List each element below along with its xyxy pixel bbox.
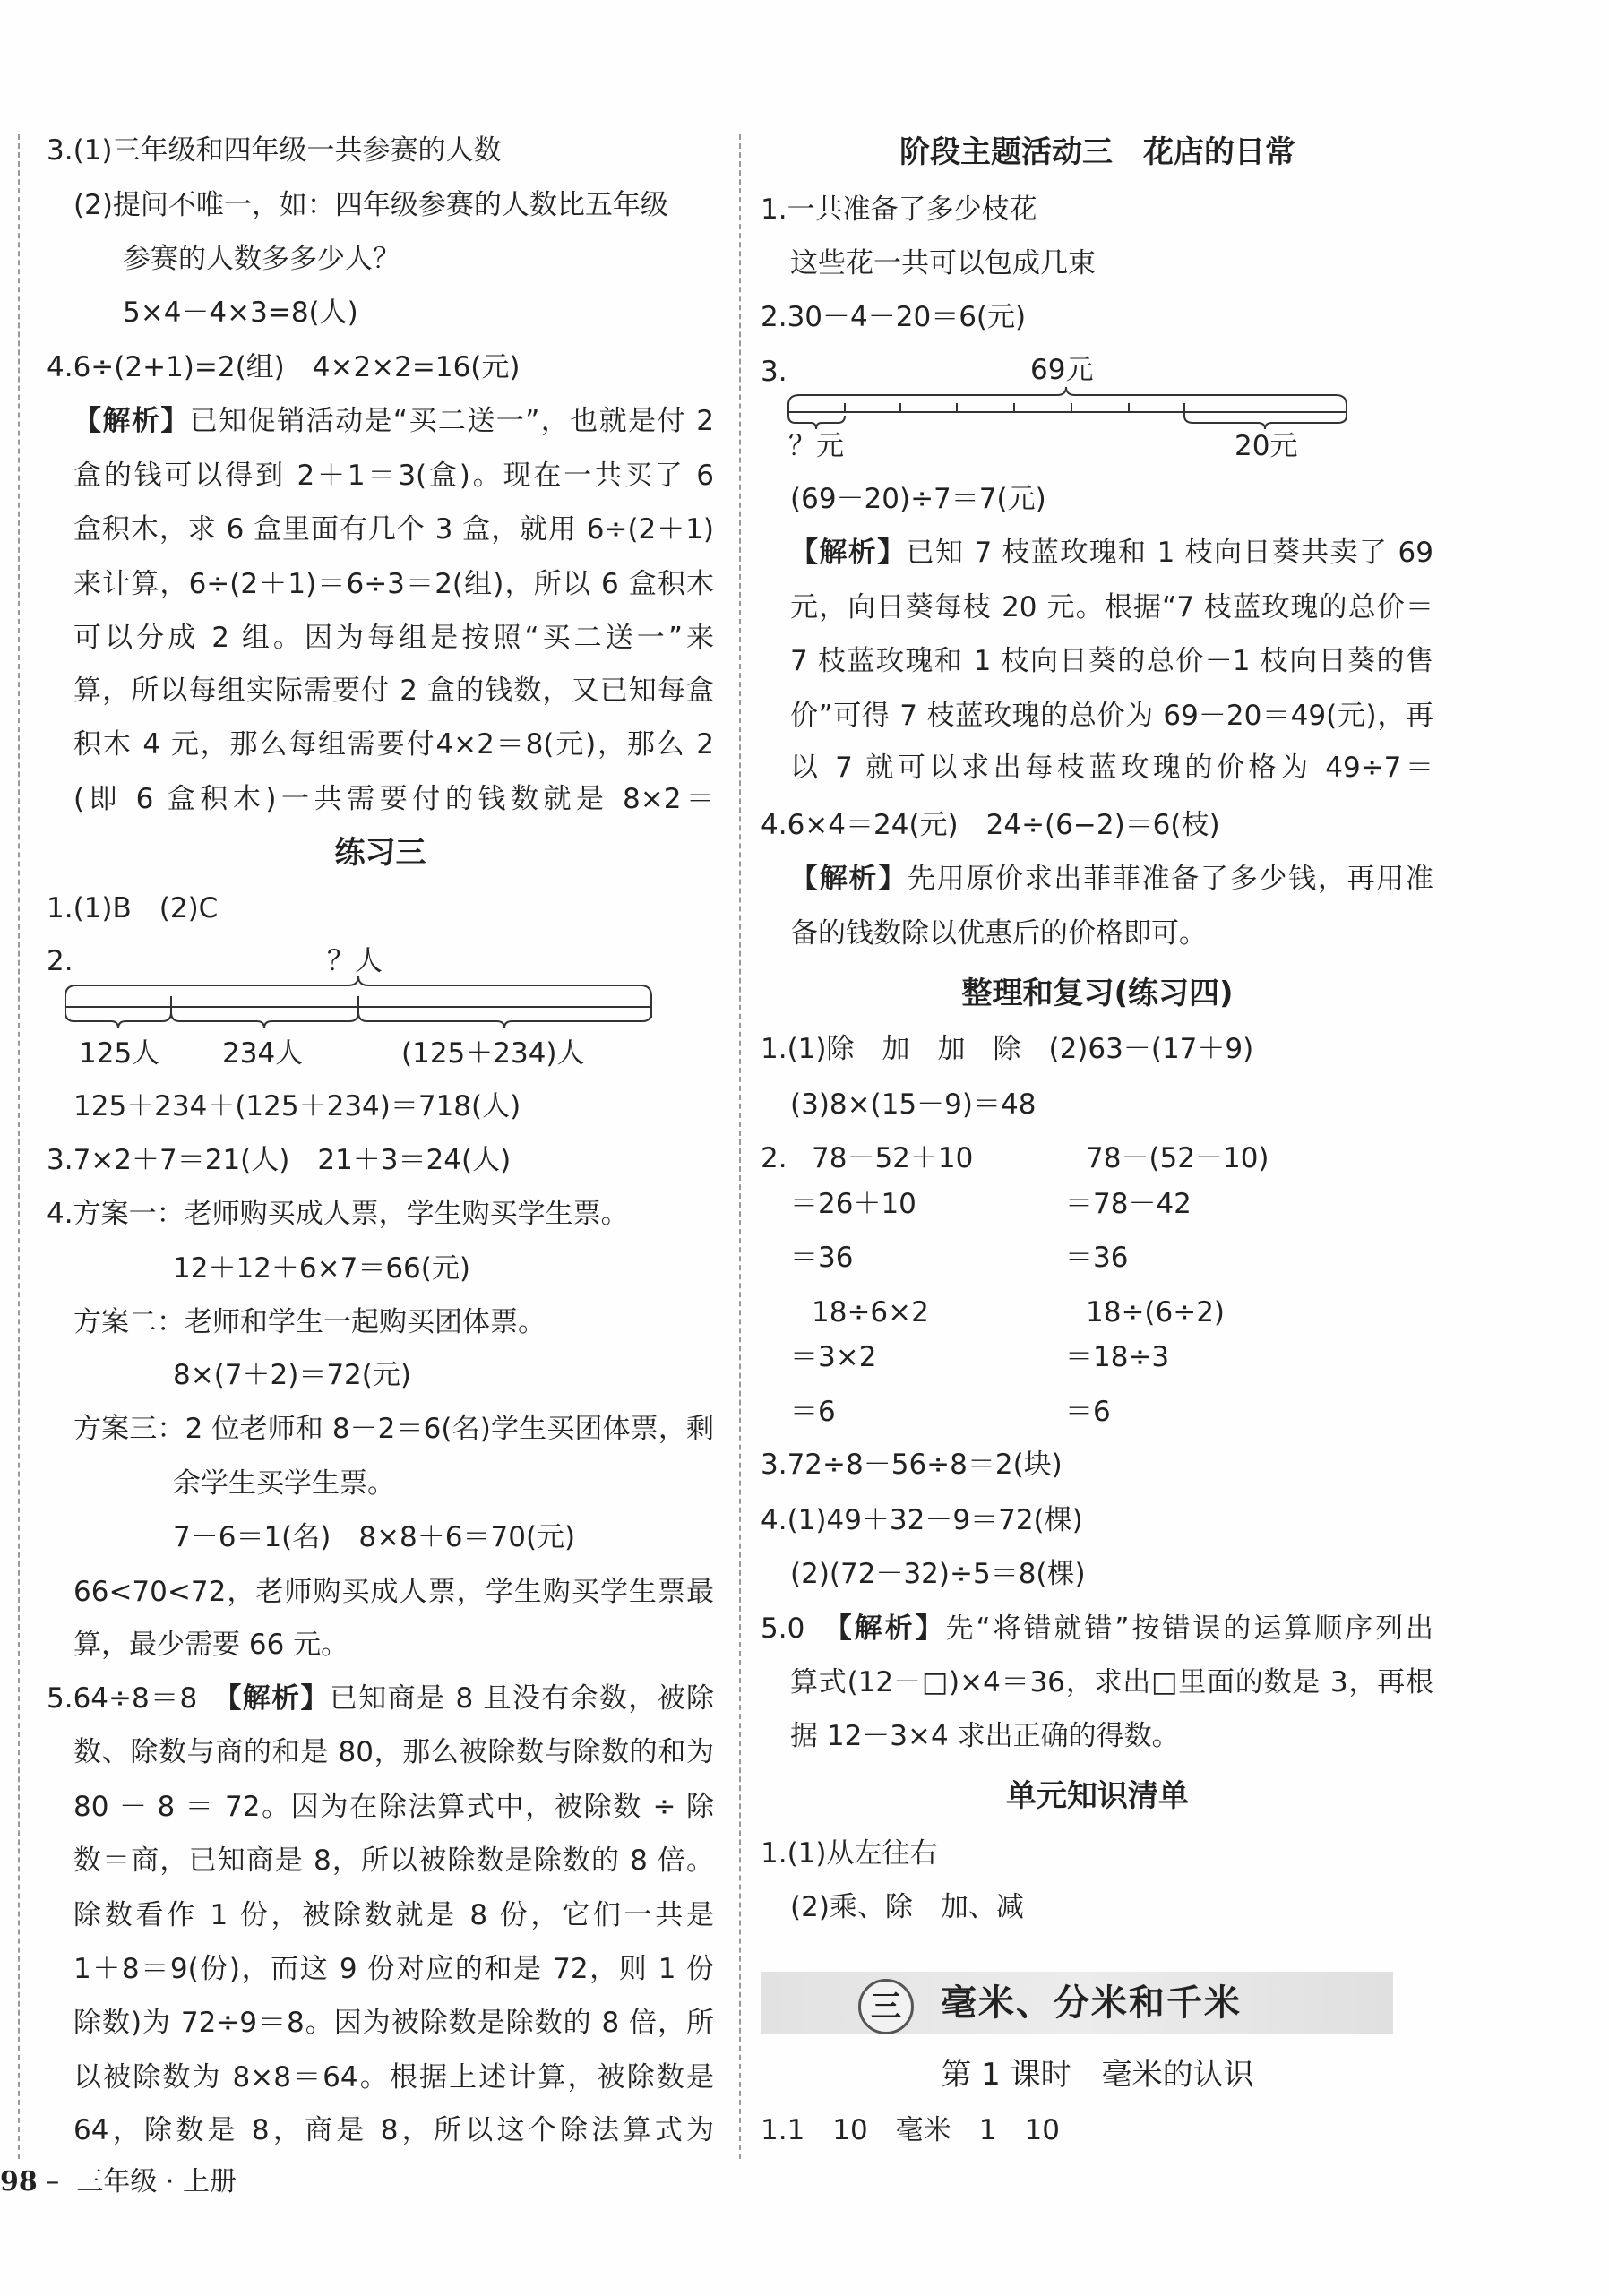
r1-3: (3)8×(15－9)＝48	[790, 1088, 1037, 1121]
r2-b-step: 78－(52－10)	[1086, 1142, 1269, 1174]
e2-part-label: (125＋234)人	[401, 1037, 585, 1070]
e5-explanation-line: 数＝商，已知商是 8，所以被除数是除数的 8 倍。	[73, 1845, 714, 1877]
e4-plan2: 方案二：老师和学生一起购买团体票。	[73, 1306, 546, 1338]
u1-1: 1.(1)从左往右	[761, 1837, 938, 1870]
e4-plan3-eq: 7－6＝1(名) 8×8＋6＝70(元)	[173, 1521, 576, 1553]
page-number: 98	[0, 2166, 38, 2197]
text: 先用原价求出菲菲准备了多少钱，再用准	[907, 863, 1433, 895]
section-title-activity: 阶段主题活动三 花店的日常	[899, 134, 1295, 170]
chapter-title: 毫米、分米和千米	[941, 1982, 1242, 2024]
footer-separator: –	[46, 2166, 60, 2197]
text: 已知 7 枝蓝玫瑰和 1 枝向日葵共卖了 69	[906, 537, 1433, 569]
a3-explanation-line	[790, 533, 1433, 572]
r2-a-step: ＝6	[790, 1396, 836, 1428]
r2-b-step: ＝6	[1065, 1396, 1111, 1428]
q4: 4.6÷(2+1)=2(组) 4×2×2=16(元)	[47, 351, 521, 383]
e1: 1.(1)B (2)C	[47, 892, 219, 924]
a3-explanation-line: 以 7 就可以求出每枝蓝玫瑰的价格为 49÷7＝	[790, 752, 1433, 784]
r2-a-step: ＝26＋10	[790, 1188, 916, 1220]
r1: 1.(1)除 加 加 除 (2)63－(17＋9)	[761, 1033, 1254, 1065]
e4-plan1: 4.方案一：老师购买成人票，学生购买学生票。	[47, 1198, 629, 1230]
e2-number: 2.	[47, 945, 73, 977]
r2-b-step: 18÷(6÷2)	[1086, 1296, 1226, 1329]
a3-total-label: 69元	[1030, 354, 1094, 386]
e4-conclusion-cont: 算，最少需要 66 元。	[73, 1629, 349, 1661]
a4: 4.6×4＝24(元) 24÷(6−2)＝6(枝)	[761, 809, 1220, 841]
column-divider	[739, 134, 741, 2159]
left-margin-divider	[18, 134, 20, 2159]
a3-number: 3.	[761, 356, 787, 388]
e5-explanation-line: 64，除数是 8，商是 8，所以这个除法算式为	[73, 2114, 714, 2146]
e4-plan1-eq: 12＋12＋6×7＝66(元)	[173, 1252, 470, 1285]
a4-explanation-line	[790, 859, 1433, 899]
r2-number: 2.	[761, 1142, 787, 1174]
r2-b-step: ＝18÷3	[1065, 1341, 1170, 1373]
q4-explanation-line: 算，所以每组实际需要付 2 盒的钱数，又已知每盒	[73, 675, 714, 707]
e5-explanation-line: 1＋8＝9(份)，而这 9 份对应的和是 72，则 1 份	[73, 1953, 714, 1985]
a3-explanation-line: 价”可得 7 枝蓝玫瑰的总价为 69－20＝49(元)，再	[790, 700, 1433, 732]
a1: 1.一共准备了多少枝花	[761, 193, 1037, 226]
chapter-number-badge: 三	[858, 1979, 914, 2034]
e5-line	[47, 1679, 714, 1718]
q3-2: (2)提问不唯一，如：四年级参赛的人数比五年级	[73, 189, 668, 221]
e4-plan3-cont: 余学生买学生票。	[173, 1467, 395, 1500]
book-label: 三年级 · 上册	[76, 2166, 237, 2197]
r5-explanation-line: 据 12－3×4 求出正确的得数。	[790, 1720, 1180, 1752]
e4-plan2-eq: 8×(7＋2)＝72(元)	[173, 1359, 411, 1391]
q3-2-cont: 参赛的人数多多少人？	[123, 243, 400, 275]
q3-1: 3.(1)三年级和四年级一共参赛的人数	[47, 134, 502, 167]
text: 先“将错就错”按错误的运算顺序列出	[945, 1612, 1433, 1645]
e4-plan3: 方案三：2 位老师和 8－2＝6(名)学生买团体票，剩	[73, 1413, 714, 1445]
jiexi-label: 【解析】	[790, 537, 907, 569]
r5-explanation-line: 算式(12－□)×4＝36，求出□里面的数是 3，再根	[790, 1666, 1433, 1698]
a3-explanation-line: 7 枝蓝玫瑰和 1 枝向日葵的总价－1 枝向日葵的售	[790, 645, 1433, 677]
r2-b-step: ＝78－42	[1065, 1188, 1192, 1220]
a3-sunflower-label: 20元	[1235, 430, 1298, 462]
e5-explanation-line: 除数看作 1 份，被除数就是 8 份，它们一共是	[73, 1899, 714, 1931]
section-title-review: 整理和复习(练习四)	[961, 976, 1234, 1011]
q4-explanation-line: 积木 4 元，那么每组需要付4×2＝8(元)，那么 2	[73, 728, 714, 761]
a3-unknown-label: ？元	[788, 430, 844, 462]
e5-explanation-line: 除数)为 72÷9＝8。因为被除数是除数的 8 倍，所	[73, 2007, 714, 2039]
jiexi-label: 【解析】	[838, 1612, 946, 1645]
text: 已知促销活动是“买二送一”，也就是付 2	[189, 405, 714, 437]
q4-explanation-line: (即 6 盒积木)一共需要付的钱数就是 8×2＝	[73, 783, 714, 815]
lesson-title: 第 1 课时 毫米的认识	[941, 2057, 1254, 2093]
jiexi-label: 【解析】	[790, 863, 908, 895]
r4-2: (2)(72－32)÷5＝8(棵)	[790, 1558, 1086, 1590]
e2-part-label: 125人	[79, 1037, 160, 1070]
e5-answer: 5.64÷8＝8	[47, 1682, 228, 1715]
a3-eq: (69－20)÷7＝7(元)	[790, 483, 1046, 515]
q4-explanation-line: 来计算，6÷(2＋1)＝6÷3＝2(组)，所以 6 盒积木	[73, 568, 714, 600]
r4-1: 4.(1)49＋32－9＝72(棵)	[761, 1504, 1083, 1536]
e5-explanation-line: 数、除数与商的和是 80，那么被除数与除数的和为	[73, 1736, 714, 1768]
e5-explanation-line: 80 － 8 ＝ 72。因为在除法算式中，被除数 ÷ 除	[73, 1791, 714, 1823]
section-title-practice-3: 练习三	[334, 835, 426, 871]
e2-eq: 125＋234＋(125＋234)＝718(人)	[73, 1090, 521, 1122]
r2-a-step: ＝36	[790, 1242, 854, 1274]
section-title-unit-summary: 单元知识清单	[1006, 1778, 1189, 1814]
q4-explanation-line	[73, 401, 714, 441]
l1: 1.1 10 毫米 1 10	[761, 2114, 1060, 2146]
e4-conclusion: 66<70<72，老师购买成人票，学生购买学生票最	[73, 1576, 714, 1608]
r2-a-step: 78－52＋10	[812, 1142, 974, 1174]
r5-line	[761, 1609, 1433, 1648]
a1-cont: 这些花一共可以包成几束	[790, 247, 1096, 279]
r3: 3.72÷8－56÷8＝2(块)	[761, 1449, 1063, 1481]
e3: 3.7×2＋7＝21(人) 21＋3＝24(人)	[47, 1144, 512, 1176]
a3-segment-diagram	[0, 0, 1, 1]
jiexi-label: 【解析】	[227, 1682, 330, 1715]
r2-a-step: ＝3×2	[790, 1341, 877, 1373]
text: 已知商是 8 且没有余数，被除	[329, 1682, 714, 1715]
page-footer	[0, 2163, 237, 2202]
jiexi-label: 【解析】	[73, 405, 190, 437]
q4-explanation-line: 盒积木，求 6 盒里面有几个 3 盒，就用 6÷(2＋1)	[73, 513, 714, 546]
a3-explanation-line: 元，向日葵每枝 20 元。根据“7 枝蓝玫瑰的总价＝	[790, 591, 1433, 623]
a2: 2.30－4－20＝6(元)	[761, 301, 1027, 333]
u1-2: (2)乘、除 加、减	[790, 1891, 1024, 1923]
r2-a-step: 18÷6×2	[812, 1296, 929, 1329]
a4-explanation-line: 备的钱数除以优惠后的价格即可。	[790, 917, 1207, 950]
e2-total-label: ？人	[327, 945, 383, 977]
r5-answer: 5.0	[761, 1612, 839, 1645]
q3-eq: 5×4－4×3=8(人)	[123, 297, 358, 329]
e2-part-label: 234人	[222, 1037, 304, 1070]
q4-explanation-line: 可以分成 2 组。因为每组是按照“买二送一”来	[73, 622, 714, 654]
e5-explanation-line: 以被除数为 8×8＝64。根据上述计算，被除数是	[73, 2061, 714, 2094]
r2-b-step: ＝36	[1065, 1242, 1129, 1274]
q4-explanation-line: 盒的钱可以得到 2＋1＝3(盒)。现在一共买了 6	[73, 460, 714, 492]
